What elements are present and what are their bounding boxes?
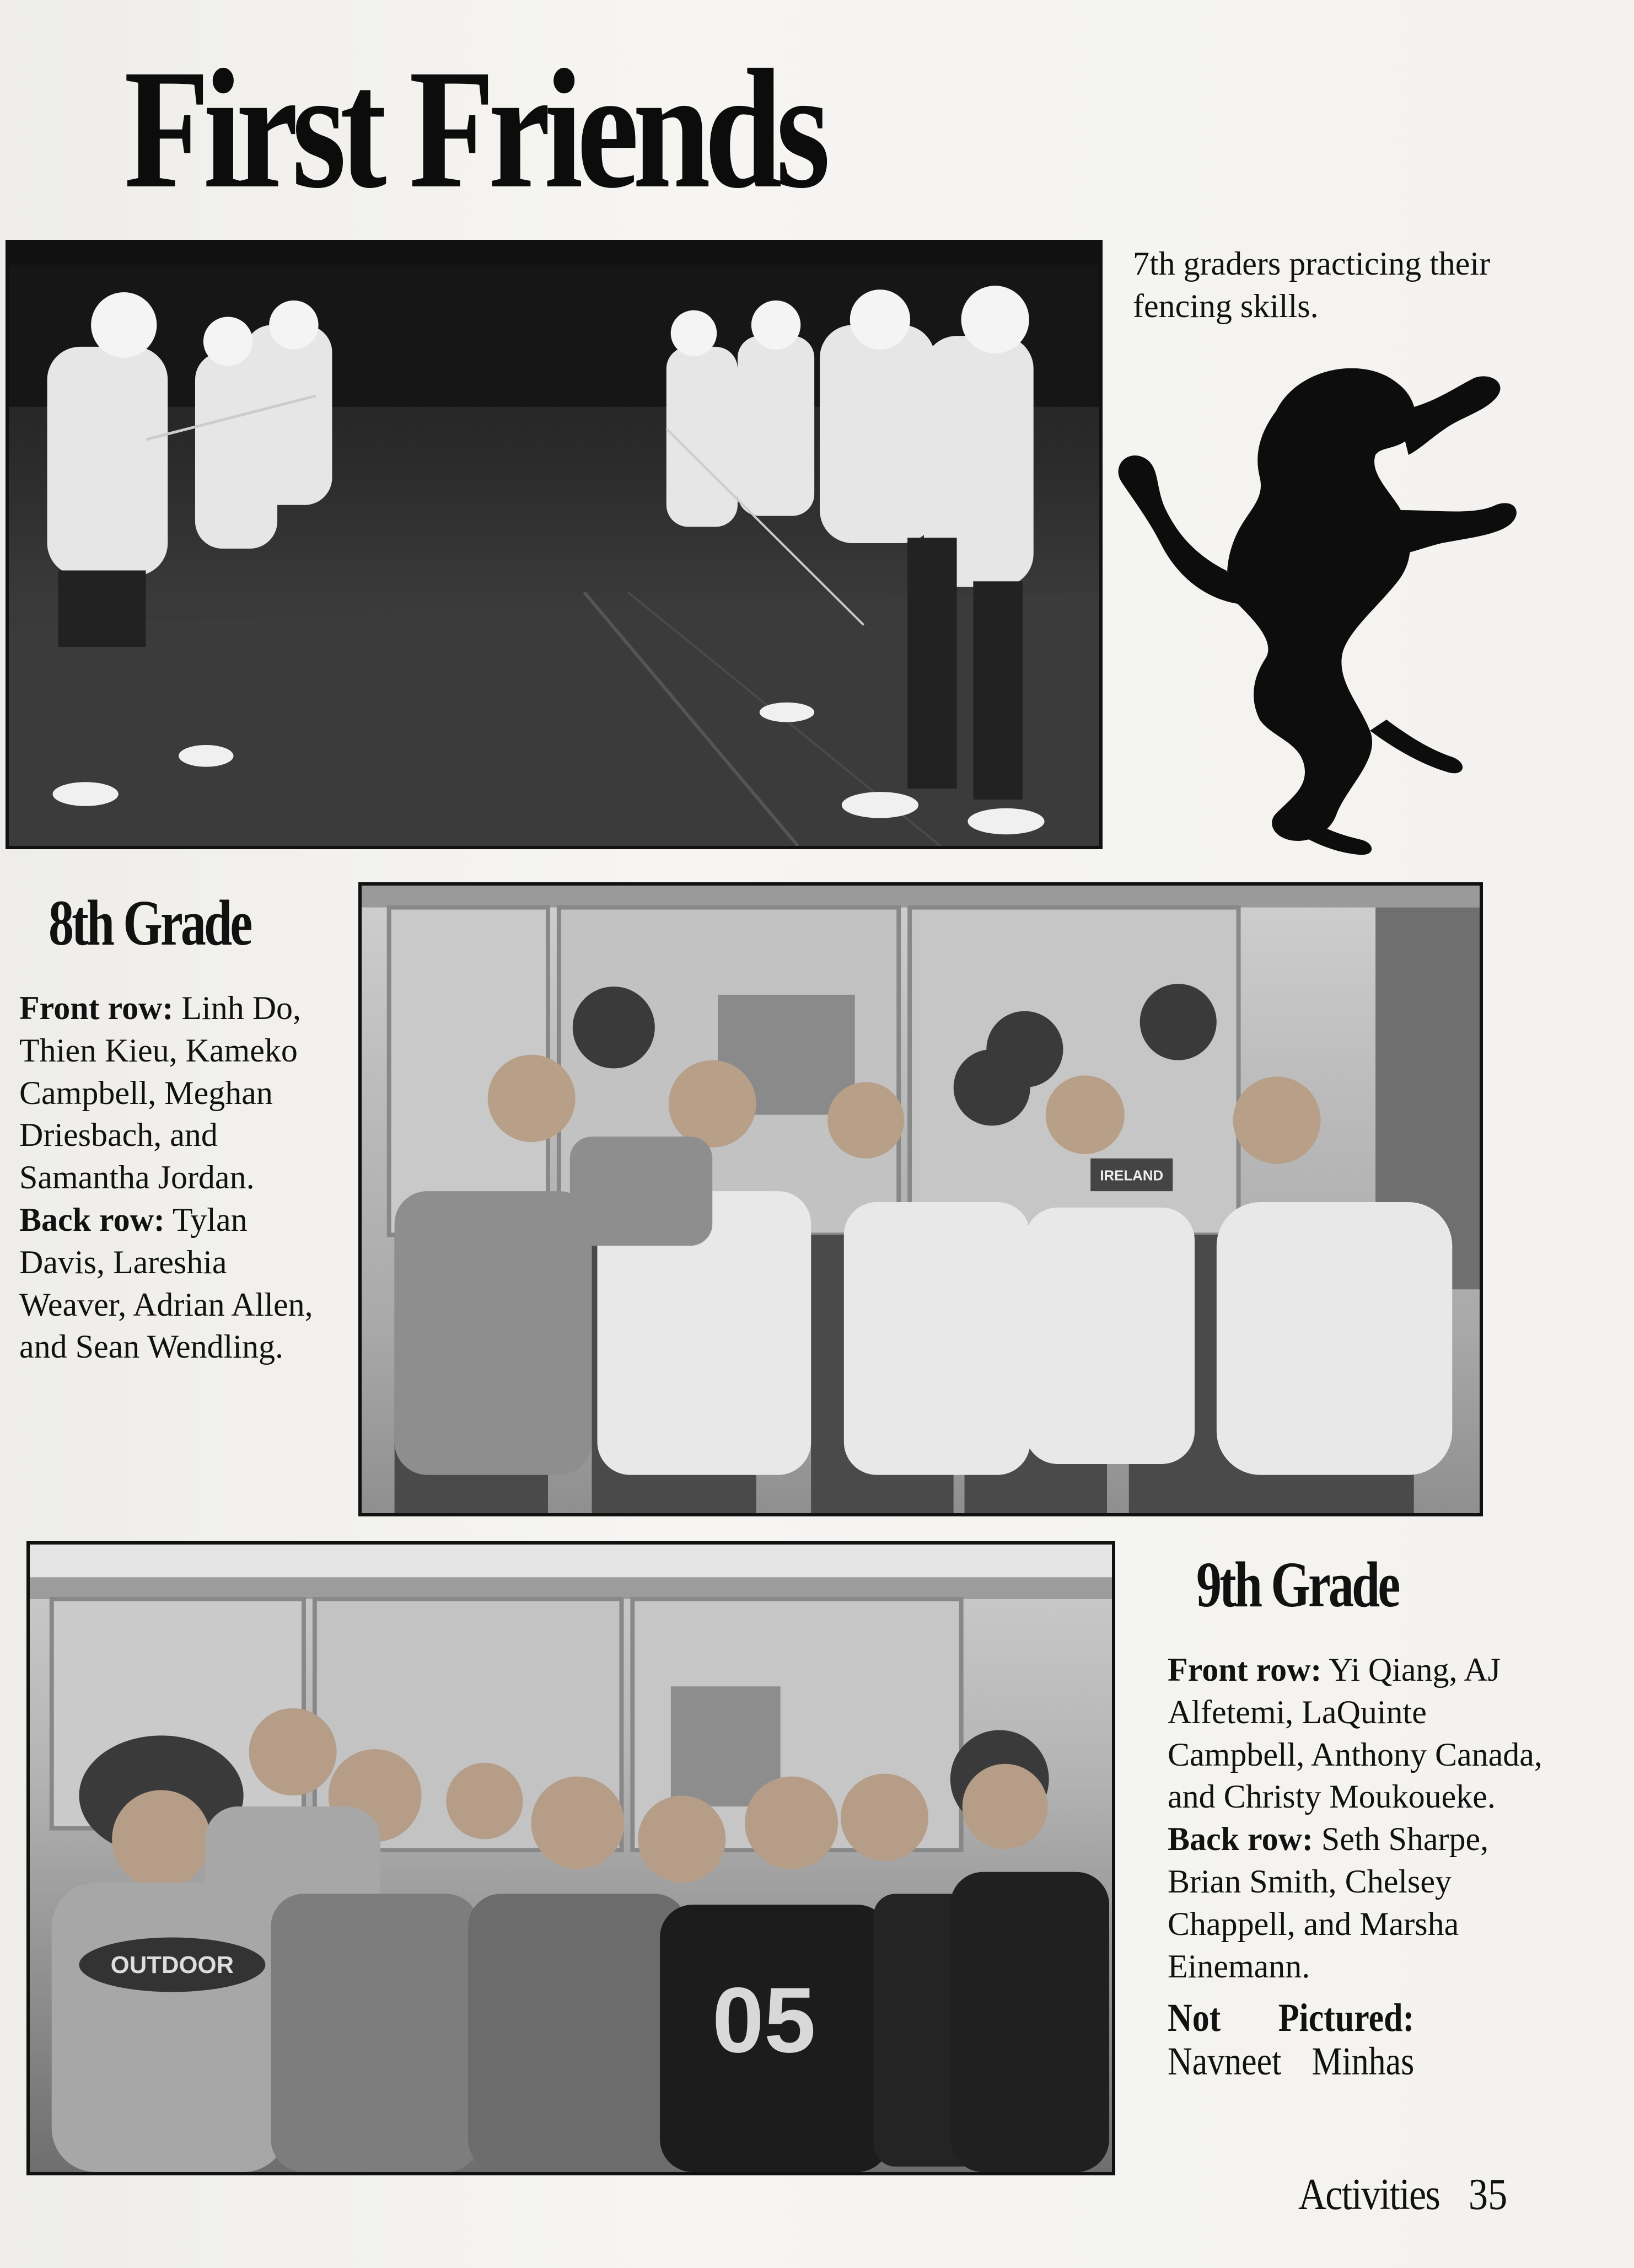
fencing-photo: [6, 240, 1103, 849]
grade8-group-photo: [358, 882, 1483, 1516]
grade9-group-photo: [26, 1541, 1115, 2175]
grade8-heading: 8th Grade: [49, 887, 251, 959]
not-pictured-first-name: Navneet: [1168, 2039, 1282, 2084]
not-pictured-name-row: [1168, 2040, 1414, 2083]
grade8-back-row-names: Tylan Davis, Lareshia Weaver, Adrian Allen, and Sean Wendling.: [19, 1201, 313, 1365]
footer-page-number: 35: [1468, 2170, 1508, 2219]
not-pictured-block: [1168, 1996, 1414, 2083]
grade8-caption: [19, 987, 328, 1368]
not-pictured-label-row: [1168, 1996, 1414, 2040]
rampant-lion-emblem: [1111, 345, 1519, 860]
grade9-back-row-label: Back row:: [1168, 1821, 1313, 1858]
grade8-front-row-names: Linh Do, Thien Kieu, Kameko Campbell, Meghan Driesbach, and Samantha Jordan.: [19, 990, 302, 1196]
grade8-back-row-label: Back row:: [19, 1201, 165, 1238]
fencing-caption: 7th graders practicing their fencing skills.: [1133, 245, 1491, 324]
footer-section-name: Activities: [1298, 2170, 1440, 2219]
ireland-shirt-text: IRELAND: [1100, 1168, 1164, 1184]
not-pictured-label-1: Not: [1168, 1996, 1221, 2040]
grade9-back-row-names: Seth Sharpe, Brian Smith, Chelsey Chappell, and Marsha Einemann.: [1168, 1821, 1489, 1985]
not-pictured-last-name: Minhas: [1312, 2039, 1415, 2084]
page-footer: [1298, 2170, 1507, 2220]
fencing-photo-scene: [9, 243, 1099, 846]
grade9-heading: 9th Grade: [1196, 1548, 1399, 1621]
jersey-number-text: 05: [712, 1967, 816, 2072]
grade9-photo-scene: [30, 1545, 1112, 2172]
grade9-front-row-label: Front row:: [1168, 1652, 1322, 1688]
outdoor-shirt-text: OUTDOOR: [110, 1951, 234, 1979]
grade9-front-row-names: Yi Qiang, AJ Alfetemi, LaQuinte Campbell, Anthony Canada, and Christy Moukoueke.: [1168, 1652, 1542, 1815]
page-title: First Friends: [124, 35, 824, 224]
grade8-front-row-label: Front row:: [19, 990, 174, 1026]
not-pictured-label-2: Pictured:: [1278, 1996, 1415, 2040]
grade8-photo-scene: [362, 886, 1480, 1513]
grade9-caption: [1168, 1649, 1554, 1987]
